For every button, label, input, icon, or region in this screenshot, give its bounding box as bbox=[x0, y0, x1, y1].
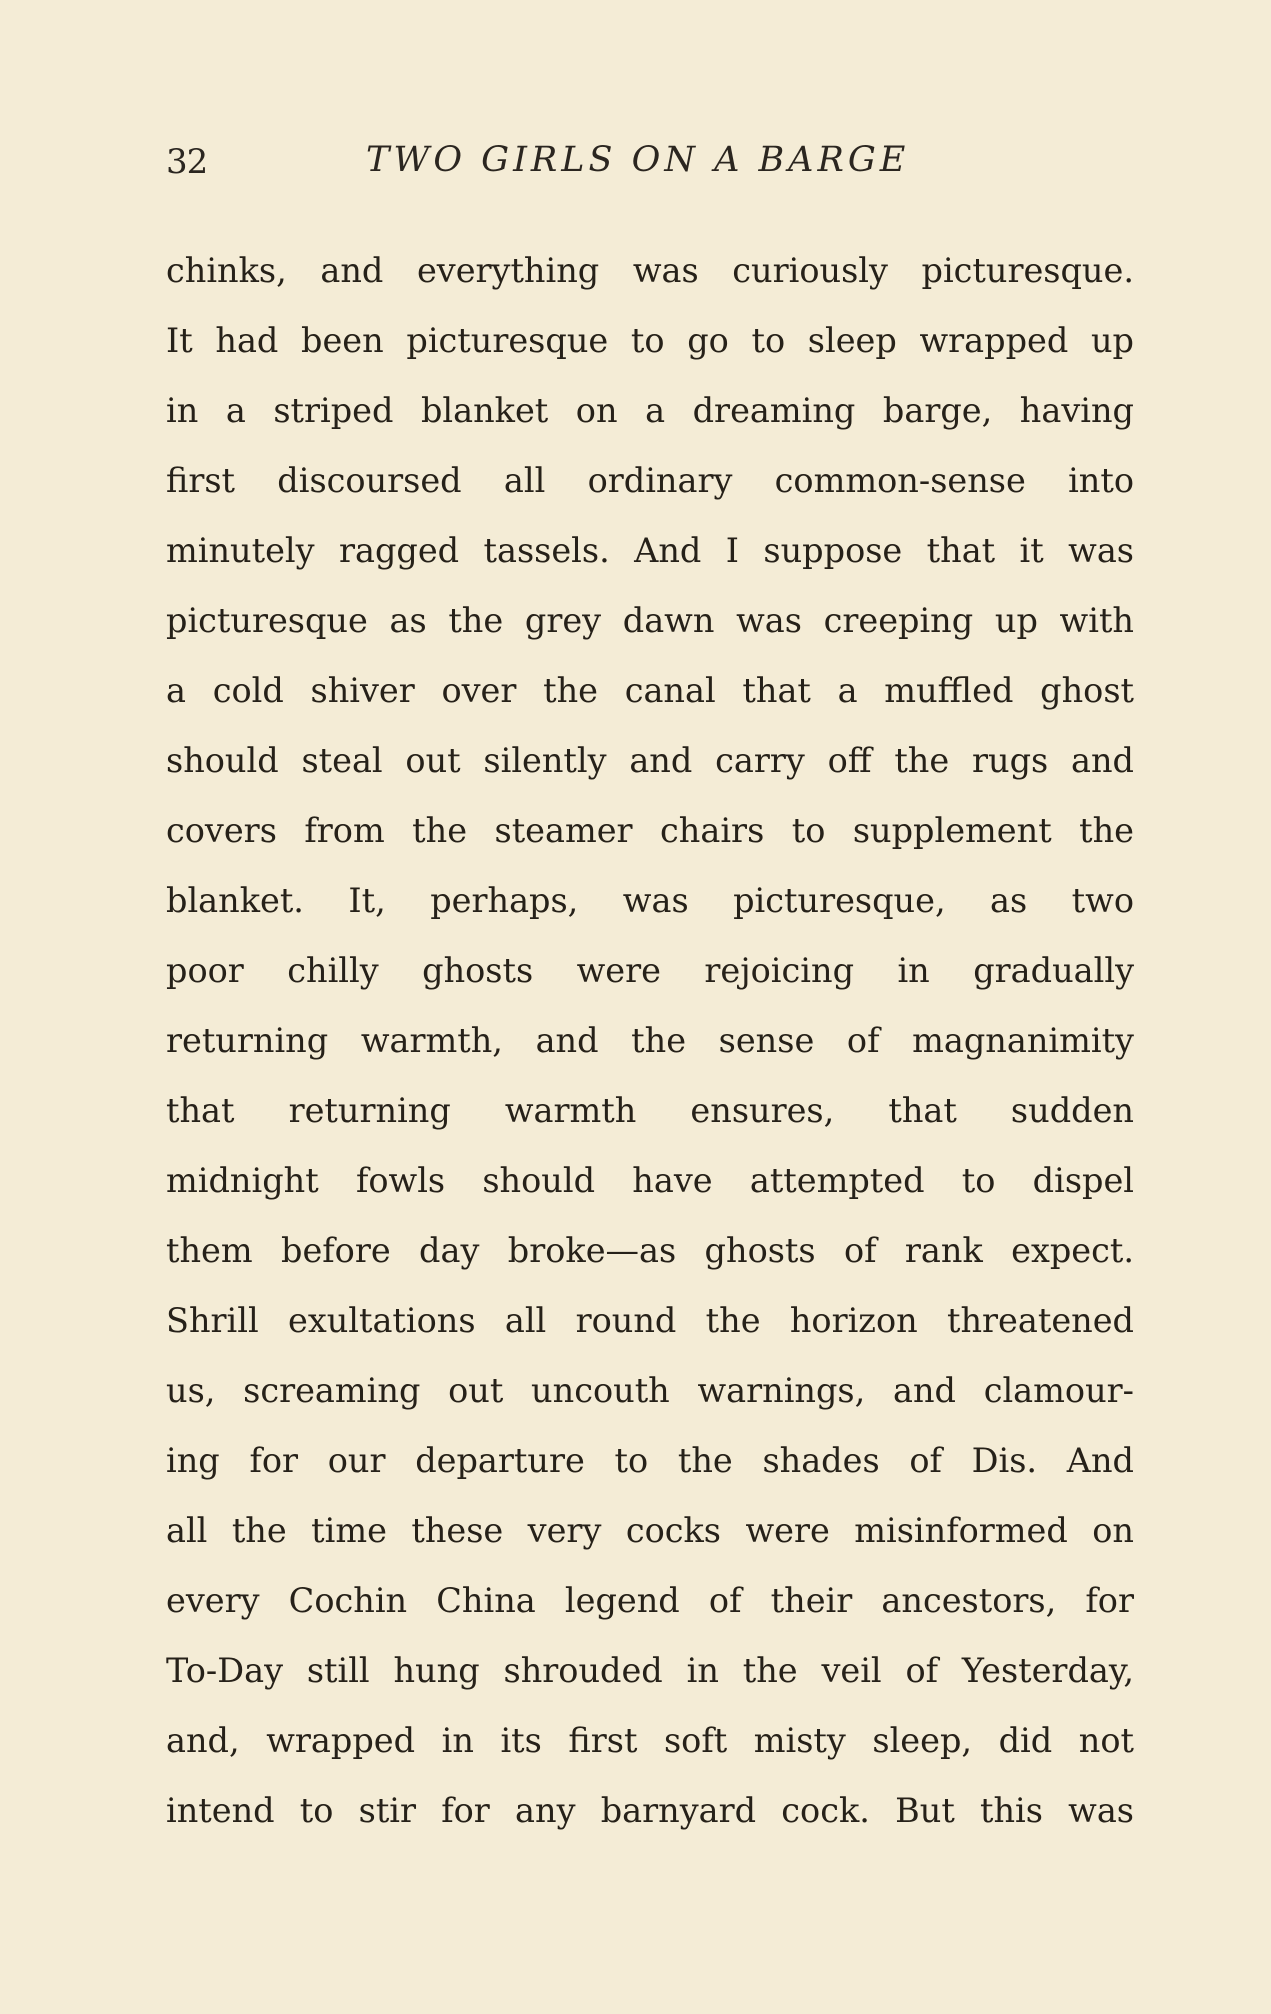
text-line: in a striped blanket on a dreaming barge, having bbox=[166, 391, 1134, 430]
text-line: To-Day still hung shrouded in the veil of Yesterday, bbox=[166, 1651, 1134, 1690]
text-line: first discoursed all ordinary common-sense into bbox=[166, 461, 1134, 500]
text-line: every Cochin China legend of their ancestors, for bbox=[166, 1581, 1134, 1620]
text-line: returning warmth, and the sense of magnanimity bbox=[166, 1021, 1134, 1060]
text-line: chinks, and everything was curiously picturesque. bbox=[166, 251, 1134, 290]
text-line: all the time these very cocks were misinformed on bbox=[166, 1511, 1134, 1550]
text-line: picturesque as the grey dawn was creeping up with bbox=[166, 601, 1134, 640]
body-text bbox=[166, 236, 1134, 1846]
text-line: that returning warmth ensures, that sudden bbox=[166, 1091, 1134, 1130]
text-line: blanket. It, perhaps, was picturesque, as two bbox=[166, 881, 1134, 920]
text-line: a cold shiver over the canal that a muffled ghost bbox=[166, 671, 1134, 710]
page-number: 32 bbox=[166, 142, 208, 182]
text-line: minutely ragged tassels. And I suppose that it was bbox=[166, 531, 1134, 570]
text-line: and, wrapped in its first soft misty sleep, did not bbox=[166, 1721, 1134, 1760]
text-line: Shrill exultations all round the horizon threatened bbox=[166, 1301, 1134, 1340]
text-line: ing for our departure to the shades of Dis. And bbox=[166, 1441, 1134, 1480]
text-line: us, screaming out uncouth warnings, and clamour- bbox=[166, 1371, 1134, 1410]
text-line: should steal out silently and carry off the rugs and bbox=[166, 741, 1134, 780]
text-line: It had been picturesque to go to sleep wrapped up bbox=[166, 321, 1134, 360]
running-head bbox=[166, 140, 1134, 200]
text-line: midnight fowls should have attempted to dispel bbox=[166, 1161, 1134, 1200]
text-line: poor chilly ghosts were rejoicing in gradually bbox=[166, 951, 1134, 990]
running-title: TWO GIRLS ON A BARGE bbox=[366, 140, 910, 180]
text-line: covers from the steamer chairs to supplement the bbox=[166, 811, 1134, 850]
text-line: them before day broke—as ghosts of rank expect. bbox=[166, 1231, 1134, 1270]
text-line: intend to stir for any barnyard cock. But this was bbox=[166, 1791, 1134, 1830]
